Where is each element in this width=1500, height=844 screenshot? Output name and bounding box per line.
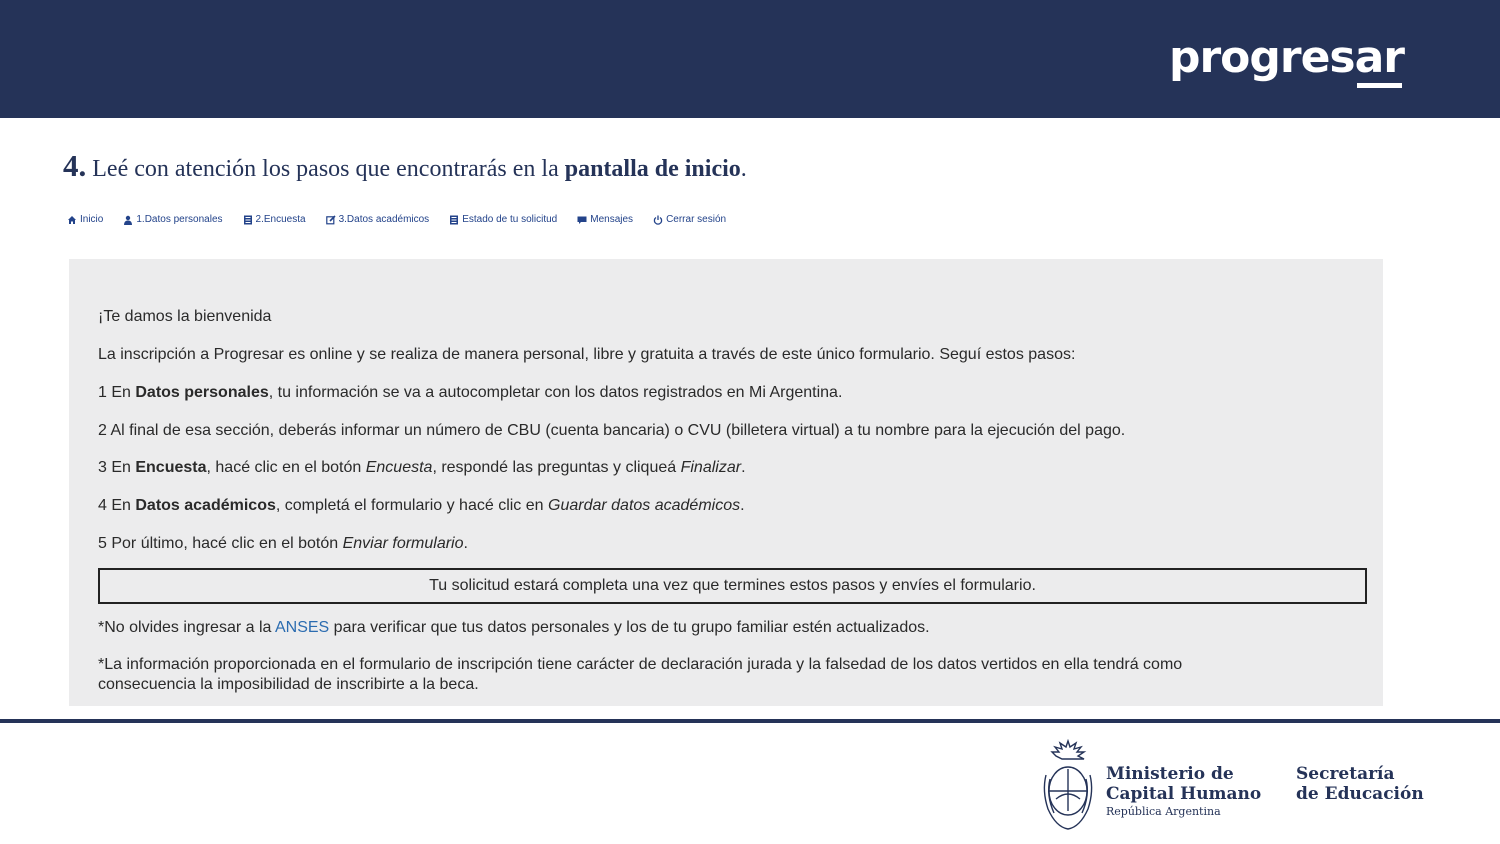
welcome-text: ¡Te damos la bienvenida <box>98 308 272 325</box>
secretaria-line-2: de Educación <box>1296 784 1424 804</box>
ministry-line-1: Ministerio de <box>1106 764 1234 784</box>
nav-item-label: Estado de tu solicitud <box>462 214 558 225</box>
anses-link[interactable]: ANSES <box>274 619 330 636</box>
nav-item-label: Cerrar sesión <box>666 214 727 225</box>
edit-icon <box>326 215 336 225</box>
step-number: 4. <box>63 148 87 183</box>
secretaria-name <box>1296 764 1424 804</box>
header-banner <box>0 0 1500 118</box>
form-icon <box>449 215 459 225</box>
nav-item-inicio[interactable] <box>67 214 103 225</box>
logo-main-text: progres <box>1168 32 1355 83</box>
step-2-text: 2 Al final de esa sección, deberás informar un número de CBU (cuenta bancaria) o CVU (billetera virtual) a tu nombre para la ejecución del pago. <box>98 422 1126 439</box>
nav-item-mensajes[interactable] <box>577 214 633 225</box>
step-5-text: 5 Por último, hacé clic en el botón Enviar formulario. <box>98 535 468 552</box>
nav-item-label: Mensajes <box>590 214 634 225</box>
ministry-subtitle: República Argentina <box>1106 805 1221 818</box>
step-text-end: . <box>740 156 747 182</box>
secretaria-line-1: Secretaría <box>1296 764 1395 784</box>
nav-item-label: Inicio <box>80 214 104 225</box>
nav-item-cerrar-sesion[interactable] <box>653 214 726 225</box>
nav-item-estado-solicitud[interactable] <box>449 214 557 225</box>
step-4-text: 4 En Datos académicos, completá el formulario y hacé clic en Guardar datos académicos. <box>98 497 745 514</box>
nav-bar <box>67 214 726 225</box>
step-heading <box>63 148 747 184</box>
disclaimer-line-2: consecuencia la imposibilidad de inscribirte a la beca. <box>98 676 479 693</box>
user-icon <box>123 215 133 225</box>
logo-tail-text: ar <box>1355 30 1404 86</box>
ministry-name <box>1106 764 1261 804</box>
nav-item-encuesta[interactable] <box>243 214 306 225</box>
comment-icon <box>577 215 587 225</box>
notice-text: Tu solicitud estará completa una vez que termines estos pasos y envíes el formulario. <box>429 577 1036 594</box>
nav-item-datos-academicos[interactable] <box>326 214 430 225</box>
nav-item-label: 1.Datos personales <box>136 214 223 225</box>
welcome-panel <box>69 259 1383 706</box>
ministry-line-2: Capital Humano <box>1106 784 1262 804</box>
progresar-logo <box>1169 30 1404 86</box>
step-3-text: 3 En Encuesta, hacé clic en el botón Encuesta, respondé las preguntas y cliqueá Finalizar. <box>98 459 746 476</box>
anses-note: *No olvides ingresar a la ANSES para verificar que tus datos personales y los de tu grupo familiar estén actualizados. <box>98 619 930 636</box>
disclaimer-line-1: *La información proporcionada en el formulario de inscripción tiene carácter de declaración jurada y la falsedad de los datos vertidos en ella tendrá como <box>98 656 1183 673</box>
step-text-bold: pantalla de inicio <box>564 156 741 182</box>
step-text: Leé con atención los pasos que encontrarás en la <box>92 156 565 182</box>
home-icon <box>67 215 77 225</box>
nav-item-datos-personales[interactable] <box>123 214 222 225</box>
power-icon <box>653 215 663 225</box>
nav-item-label: 2.Encuesta <box>255 214 306 225</box>
intro-text: La inscripción a Progresar es online y se realiza de manera personal, libre y gratuita a través de este único formulario. Seguí estos pasos: <box>98 346 1076 363</box>
form-icon <box>243 215 253 225</box>
completion-notice <box>98 568 1367 604</box>
step-1-text: 1 En Datos personales, tu información se va a autocompletar con los datos registrados en Mi Argentina. <box>98 384 843 401</box>
coat-of-arms-icon <box>1040 739 1096 838</box>
nav-item-label: 3.Datos académicos <box>338 214 430 225</box>
footer-divider <box>0 719 1500 723</box>
